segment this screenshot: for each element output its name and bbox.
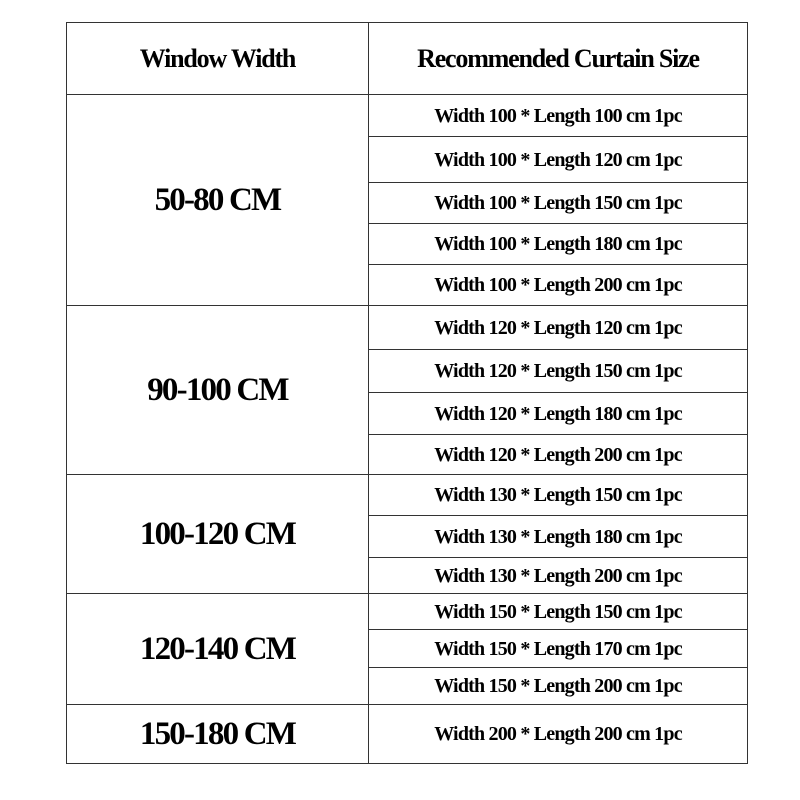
window-width-range: 100-120 CM <box>139 516 296 552</box>
curtain-size-row: Width 120 * Length 180 cm 1pc <box>434 402 682 425</box>
header-window-width: Window Width <box>139 43 296 73</box>
curtain-size-table <box>66 22 748 764</box>
curtain-size-row: Width 120 * Length 200 cm 1pc <box>434 443 682 466</box>
curtain-size-row: Width 150 * Length 150 cm 1pc <box>434 600 682 623</box>
curtain-size-row: Width 120 * Length 150 cm 1pc <box>434 360 682 382</box>
curtain-size-row: Width 100 * Length 200 cm 1pc <box>434 274 682 296</box>
window-width-range: 50-80 CM <box>154 182 281 218</box>
curtain-size-row: Width 100 * Length 150 cm 1pc <box>434 192 682 214</box>
window-width-range: 90-100 CM <box>147 372 288 408</box>
curtain-size-row: Width 130 * Length 150 cm 1pc <box>434 484 682 506</box>
curtain-size-row: Width 100 * Length 120 cm 1pc <box>434 148 682 171</box>
curtain-size-row: Width 100 * Length 180 cm 1pc <box>434 233 682 255</box>
curtain-size-row: Width 200 * Length 200 cm 1pc <box>434 723 682 745</box>
curtain-size-row: Width 120 * Length 120 cm 1pc <box>434 316 682 339</box>
curtain-size-row: Width 150 * Length 170 cm 1pc <box>434 637 682 660</box>
window-width-range: 150-180 CM <box>139 716 296 752</box>
curtain-size-row: Width 130 * Length 180 cm 1pc <box>434 525 682 548</box>
window-width-range: 120-140 CM <box>139 631 296 667</box>
header-recommended-curtain-size: Recommended Curtain Size <box>417 43 699 73</box>
curtain-size-row: Width 150 * Length 200 cm 1pc <box>434 675 682 697</box>
curtain-size-row: Width 100 * Length 100 cm 1pc <box>434 104 682 127</box>
curtain-size-row: Width 130 * Length 200 cm 1pc <box>434 564 682 587</box>
